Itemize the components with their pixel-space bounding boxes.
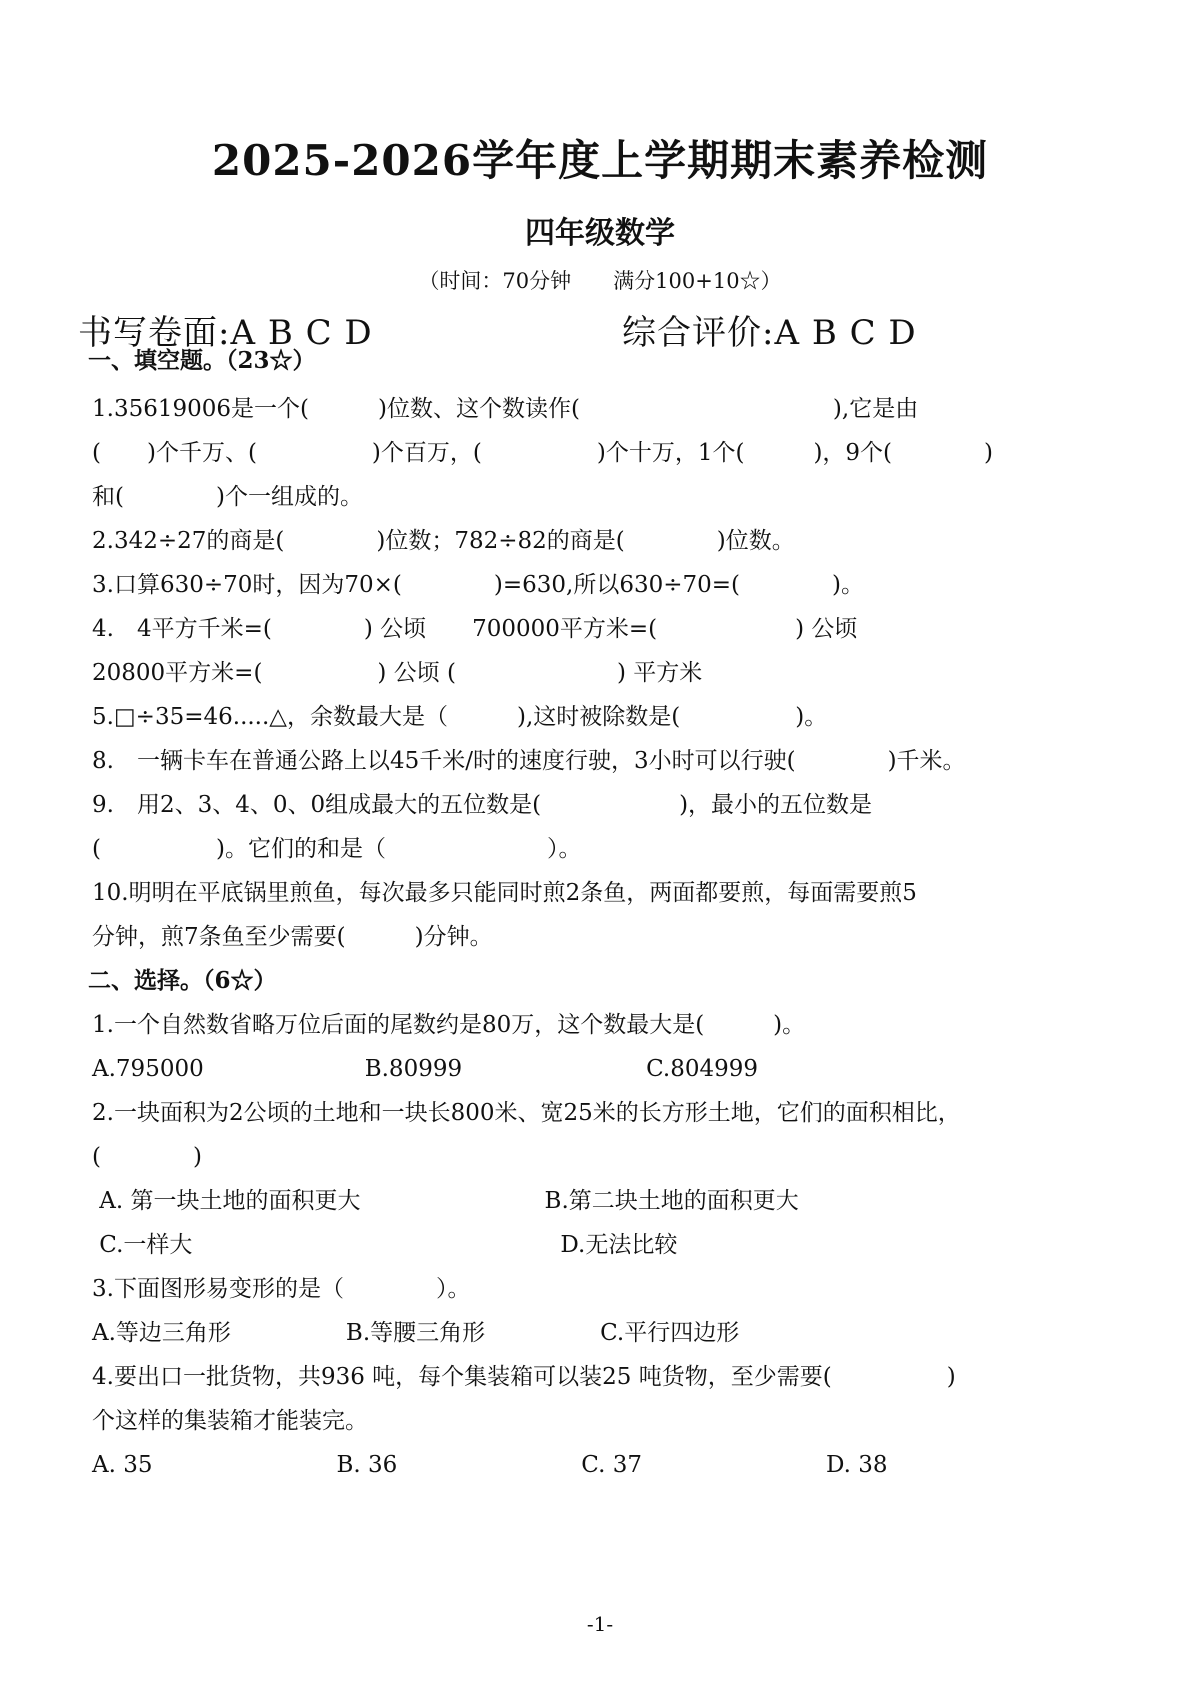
question-line: 3.口算630÷70时，因为70×( )=630,所以630÷70=( )。 [92,572,865,598]
question-line: 3.下面图形易变形的是（ ）。 [92,1276,471,1302]
overall-grade: 综合评价:A B C D [622,313,917,353]
question-line: 20800平方米=( ) 公顷 ( ) 平方米 [92,660,703,686]
option-line: A. 35 B. 36 C. 37 D. 38 [92,1452,888,1478]
question-line: ( ) [92,1144,202,1170]
question-line: 2.一块面积为2公顷的土地和一块长800米、宽25米的长方形土地，它们的面积相比， [92,1100,961,1126]
option-line: A.795000 B.80999 C.804999 [92,1056,758,1082]
question-line: ( )个千万、( )个百万，( )个十万，1个( )，9个( ) [92,440,993,466]
question-line: 8. 一辆卡车在普通公路上以45千米/时的速度行驶，3小时可以行驶( )千米。 [92,748,966,774]
question-line: 9. 用2、3、4、0、0组成最大的五位数是( )，最小的五位数是 [92,792,873,818]
option-line: A. 第一块土地的面积更大 B.第二块土地的面积更大 [92,1188,799,1214]
exam-title: 2025-2026学年度上学期期末素养检测 [211,136,989,185]
question-line: ( )。它们的和是（ ）。 [92,836,582,862]
option-line: C.一样大 D.无法比较 [92,1232,678,1258]
question-line: 个这样的集装箱才能装完。 [92,1408,368,1434]
question-line: 和( )个一组成的。 [92,484,363,510]
question-line: 分钟，煎7条鱼至少需要( )分钟。 [92,924,493,950]
exam-subtitle: 四年级数学 [525,216,675,251]
page-number: -1- [586,1612,614,1636]
question-line: 5.□÷35=46.....△，余数最大是（ ),这时被除数是( )。 [92,704,828,730]
writing-grade: 书写卷面:A B C D [78,313,373,353]
section-heading-fill-blank: 一、填空题。（23☆） [88,347,316,374]
question-line: 1.35619006是一个( )位数、这个数读作( ),它是由 [92,396,919,422]
time-info: （时间：70分钟 满分100+10☆） [418,269,782,293]
question-line: 10.明明在平底锅里煎鱼，每次最多只能同时煎2条鱼，两面都要煎，每面需要煎5 [92,880,917,906]
question-line: 1.一个自然数省略万位后面的尾数约是80万，这个数最大是( )。 [92,1012,806,1038]
question-line: 4. 4平方千米=( ) 公顷 700000平方米=( ) 公顷 [92,616,858,642]
option-line: A.等边三角形 B.等腰三角形 C.平行四边形 [92,1320,740,1346]
question-line: 4.要出口一批货物，共936 吨，每个集装箱可以装25 吨货物，至少需要( ) [92,1364,956,1390]
section-heading-choice: 二、选择。（6☆） [88,967,277,994]
question-line: 2.342÷27的商是( )位数；782÷82的商是( )位数。 [92,528,795,554]
